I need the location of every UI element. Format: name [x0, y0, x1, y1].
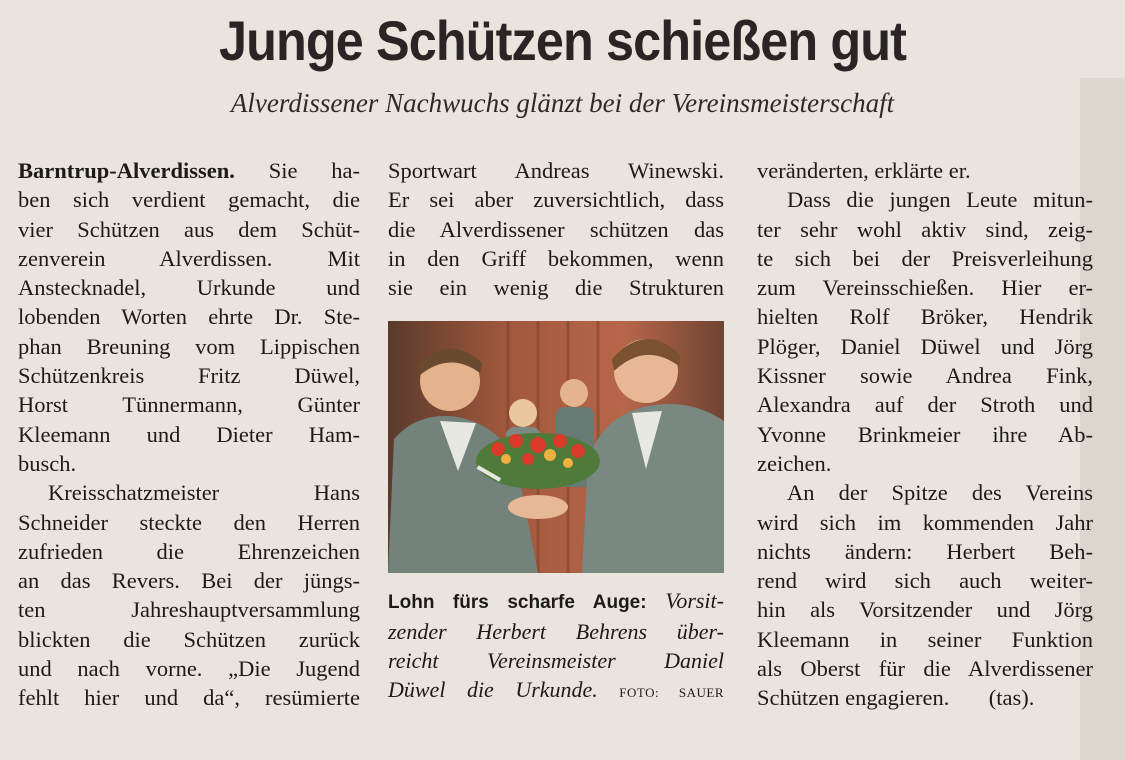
- headline: Junge Schützen schießen gut: [218, 9, 906, 72]
- caption-line: zender Herbert Behrens über-: [388, 619, 724, 644]
- text-line: phan Breuning vom Lippischen: [18, 333, 360, 359]
- text-line: ten Jahreshauptversammlung: [18, 597, 360, 623]
- text-line: hin als Vorsitzender und Jörg: [757, 597, 1093, 623]
- text-line: Schützenkreis Fritz Düwel,: [18, 363, 360, 389]
- caption-lead: Lohn fürs scharfe Auge:: [388, 592, 647, 613]
- text-line: Horst Tünnermann, Günter: [18, 392, 360, 418]
- subheadline: Alverdissener Nachwuchs glänzt bei der Vereinsmeisterschaft: [230, 88, 895, 118]
- text-line: die Alverdissener schützen das: [388, 216, 724, 242]
- text-line: in den Griff bekommen, wenn: [388, 245, 724, 271]
- text-line: Er sei aber zuversichtlich, dass: [388, 187, 724, 213]
- text-line: Anstecknadel, Urkunde und: [18, 275, 360, 301]
- text-line: sie ein wenig die Strukturen: [388, 275, 724, 301]
- text-line: Yvonne Brinkmeier ihre Ab-: [757, 421, 1093, 447]
- text-line: zenverein Alverdissen. Mit: [18, 245, 360, 271]
- photo-caption: [388, 586, 724, 707]
- text-line: Barntrup-Alverdissen. Sie ha-: [18, 158, 360, 183]
- text-line: als Oberst für die Alverdissener: [757, 656, 1093, 682]
- article-photo: [388, 321, 724, 573]
- text-line: nichts ändern: Herbert Beh-: [757, 538, 1093, 564]
- text-line: Plöger, Daniel Düwel und Jörg: [757, 333, 1093, 359]
- text-line: ter sehr wohl aktiv sind, zeig-: [757, 216, 1093, 242]
- text-line: Kreisschatzmeister Hans: [48, 480, 360, 506]
- text-line: zufrieden die Ehrenzeichen: [18, 538, 360, 564]
- text-line: An der Spitze des Vereins: [787, 480, 1093, 506]
- text-line: lobenden Worten ehrte Dr. Ste-: [18, 304, 360, 330]
- text-line: Schützen engagieren. (tas).: [757, 685, 1035, 711]
- text-line: an das Revers. Bei der jüngs-: [18, 568, 360, 594]
- text-line: Sportwart Andreas Winewski.: [388, 158, 724, 183]
- caption-line: Düwel die Urkunde. FOTO: SAUER: [388, 677, 724, 702]
- dateline: Barntrup-Alverdissen.: [18, 158, 235, 183]
- text-line: zeichen.: [757, 450, 832, 476]
- caption-line: reicht Vereinsmeister Daniel: [388, 648, 724, 673]
- text-line: Kleemann und Dieter Ham-: [18, 421, 360, 447]
- text-line: Dass die jungen Leute mitun-: [787, 187, 1093, 213]
- text-line: zum Vereinsschießen. Hier er-: [757, 275, 1093, 301]
- photo-illustration: [388, 321, 724, 573]
- text-line: Schneider steckte den Herren: [18, 509, 360, 535]
- text-line: te sich bei der Preisverleihung: [757, 245, 1093, 271]
- text-line: und nach vorne. „Die Jugend: [18, 656, 360, 682]
- text-line: fehlt hier und da“, resümierte: [18, 685, 360, 711]
- text-line: Alexandra auf der Stroth und: [757, 392, 1093, 418]
- text-line: ben sich verdient gemacht, die: [18, 187, 360, 213]
- photo-credit: FOTO: SAUER: [619, 685, 724, 700]
- text-line: hielten Rolf Bröker, Hendrik: [757, 304, 1093, 330]
- text-line: wird sich im kommenden Jahr: [757, 509, 1093, 535]
- text-line: veränderten, erklärte er.: [757, 158, 971, 183]
- text-line: blickten die Schützen zurück: [18, 626, 360, 652]
- text-line: vier Schützen aus dem Schüt-: [18, 216, 360, 242]
- text-line: Kleemann in seiner Funktion: [757, 626, 1093, 652]
- article-column-2: [388, 156, 724, 302]
- article-column-3: [757, 156, 1093, 713]
- text-line: rend wird sich auch weiter-: [757, 568, 1093, 594]
- article-column-1: [18, 156, 360, 713]
- caption-line: Lohn fürs scharfe Auge: Vorsit-: [388, 588, 724, 613]
- text-line: busch.: [18, 450, 77, 476]
- text-line: Kissner sowie Andrea Fink,: [757, 363, 1093, 389]
